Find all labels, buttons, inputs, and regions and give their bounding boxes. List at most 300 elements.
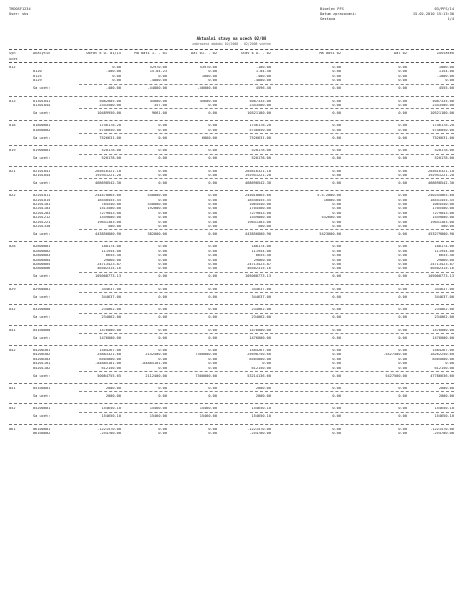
table-cell: -1221570.00: [247, 427, 271, 431]
sum-cell: 0.00: [208, 315, 217, 320]
table-cell: 0.00: [208, 173, 217, 177]
report-header: [9, 8, 454, 36]
table-cell: 02101041: [33, 169, 51, 173]
table-cell: 02201203: [33, 211, 51, 215]
sum-cell: 0.00: [398, 232, 407, 237]
table-cell: -400.00: [255, 74, 271, 78]
table-cell: 1549800.00: [432, 216, 454, 220]
table-cell: 04201101: [33, 362, 51, 366]
sum-cell: 234062.00: [251, 315, 271, 320]
table-cell: 018: [9, 124, 16, 128]
sum-cell: 0.00: [332, 335, 341, 340]
table-cell: 18540455.45: [247, 198, 271, 202]
user-label: User: sks: [9, 12, 29, 16]
table-cell: 52970.00: [149, 66, 167, 69]
table-cell: 192941221.20: [245, 173, 271, 177]
table-cell: 012: [9, 66, 16, 69]
account-group-042: [9, 346, 454, 384]
account-group-018: [9, 121, 454, 146]
table-cell: 013: [9, 99, 16, 103]
table-cell: 03200000: [33, 308, 51, 312]
table-cell: 0.00: [208, 198, 217, 202]
sum-cell: 468698542.30: [428, 181, 454, 185]
table-cell: [9, 225, 33, 229]
table-cell: 0.00: [332, 308, 341, 312]
table-cell: 0.00: [398, 366, 407, 370]
table-cell: 0.00: [208, 124, 217, 128]
sum-cell: 0.00: [208, 156, 217, 161]
table-cell: -84885101.00: [95, 362, 121, 366]
table-cell: 1476000.00: [432, 328, 454, 332]
table-cell: 0.00: [398, 149, 407, 153]
table-row: [9, 129, 454, 133]
table-cell: 02201212: [33, 216, 51, 220]
table-cell: 0.00: [332, 407, 341, 411]
table-cell: 154650.10: [101, 407, 121, 411]
sum-cell: 5427500.00: [385, 373, 407, 378]
sum-label: Sa ucet:: [33, 294, 51, 299]
account-group-019: [9, 146, 454, 166]
table-cell: 188174.00: [434, 245, 454, 249]
table-cell: -1221570.00: [430, 427, 454, 431]
table-cell: 25698750.60: [247, 353, 271, 357]
sum-cell: 0.00: [158, 181, 167, 185]
table-cell: 0.00: [398, 328, 407, 332]
table-cell: 5087335.00: [432, 99, 454, 103]
sum-cell: 154650.10: [251, 414, 271, 419]
sum-cell: 7300000.00: [195, 373, 217, 378]
table-cell: 0.00: [158, 366, 167, 370]
sum-cell: 0.00: [398, 274, 407, 279]
header-right: [413, 8, 454, 23]
table-cell: 0.00: [398, 169, 407, 173]
table-cell: 0.00: [208, 245, 217, 249]
sum-cell: 0.00: [208, 274, 217, 279]
table-cell: 0.00: [158, 74, 167, 78]
table-cell: 29860.00: [253, 258, 271, 262]
group-sum-row: [9, 134, 454, 143]
table-cell: 0.00: [398, 216, 407, 220]
table-cell: 520178.00: [434, 149, 454, 153]
table-row: [9, 329, 454, 333]
group-sum-row: [9, 293, 454, 302]
sum-cell: 520178.00: [101, 156, 121, 161]
table-cell: 0.00: [158, 262, 167, 266]
table-cell: 500.00: [108, 225, 121, 229]
table-cell: 0.00: [332, 366, 341, 370]
table-cell: -5427500.00: [383, 353, 407, 357]
sum-cell: 0.00: [332, 414, 341, 419]
table-cell: 612150.00: [434, 366, 454, 370]
date-value: 15.02.2010 15:13:30: [412, 12, 454, 16]
table-cell: 111954.00: [101, 249, 121, 253]
table-cell: 02900001: [33, 287, 51, 291]
table-cell: 154650.10: [251, 407, 271, 411]
title-block: [9, 37, 454, 49]
sum-cell: 0.00: [398, 294, 407, 299]
sum-cell: 234062.00: [101, 315, 121, 320]
table-cell: 234062.00: [251, 308, 271, 312]
table-cell: 1584267.00: [249, 348, 271, 352]
table-cell: 0.00: [398, 287, 407, 291]
sum-label: Sa ucet:: [33, 414, 51, 419]
table-cell: 0.00: [208, 267, 217, 271]
col-dal-02: Dal 02: [394, 52, 407, 55]
table-cell: 042: [9, 348, 16, 352]
table-cell: [9, 432, 33, 436]
table-cell: 01800001: [33, 124, 51, 128]
sum-label: Sa ucet:: [33, 86, 51, 91]
sum-cell: 0.00: [398, 393, 407, 398]
table-cell: 2343500.00: [99, 103, 121, 107]
table-cell: 0.00: [332, 99, 341, 103]
sum-cell: 7526631.00: [99, 135, 121, 140]
table-cell: 0.00: [112, 74, 121, 78]
sum-cell: 344637.00: [434, 294, 454, 299]
table-cell: 0.00: [208, 427, 217, 431]
table-cell: 15460.00: [199, 407, 217, 411]
account-group-061: [9, 425, 454, 437]
table-cell: 02800003: [33, 254, 51, 258]
table-cell: 1746178.20: [99, 124, 121, 128]
page-code: 03/PFS/14: [434, 7, 454, 11]
table-cell: 19641303.00: [97, 220, 121, 224]
table-cell: 052: [9, 407, 16, 411]
table-cell: 0.00: [158, 386, 167, 390]
sum-cell: 0.00: [332, 315, 341, 320]
table-cell: 0.00: [332, 267, 341, 271]
table-cell: 0.00: [332, 357, 341, 361]
sum-cell: 10521180.00: [247, 111, 271, 116]
table-cell: 0.00: [398, 220, 407, 224]
table-cell: 0.00: [208, 357, 217, 361]
table-cell: -84885101.00: [141, 362, 167, 366]
sum-cell: -46000.00: [197, 86, 217, 91]
sum-cell: 0.00: [398, 156, 407, 161]
sum-cell: 0.00: [332, 373, 341, 378]
table-cell: 6655.40: [438, 254, 454, 258]
table-cell: 234062.00: [434, 308, 454, 312]
table-cell: 0.00: [332, 169, 341, 173]
sum-cell: 9661.00: [151, 111, 167, 116]
table-cell: 0.00: [208, 211, 217, 215]
company-line: Bioelec PFS: [320, 7, 344, 11]
table-cell: 0.00: [158, 128, 167, 132]
group-sum-row: [9, 314, 454, 323]
sum-cell: 0.00: [332, 274, 341, 279]
table-cell: 0.00: [398, 79, 407, 83]
table-cell: 0.00: [208, 194, 217, 198]
table-cell: 24713423.87: [430, 262, 454, 266]
table-cell: 0.00: [398, 173, 407, 177]
sum-label: Sa ucet:: [33, 373, 51, 378]
table-cell: 15.04.23: [149, 70, 167, 74]
table-cell: 0.00: [158, 267, 167, 271]
sum-label: Sa ucet:: [33, 111, 51, 116]
table-cell: 357.00: [154, 103, 167, 107]
table-cell: 46502315.16: [247, 267, 271, 271]
table-cell: 18541455.45: [430, 198, 454, 202]
table-cell: 0.00: [398, 308, 407, 312]
date-label: Datum zpracovani:: [320, 12, 357, 16]
table-cell: 0.00: [158, 258, 167, 262]
table-cell: 15460.00: [149, 407, 167, 411]
table-cell: [9, 267, 33, 271]
table-cell: 7279043.00: [432, 211, 454, 215]
table-cell: 0.00: [398, 194, 407, 198]
page-number: 1/4: [447, 17, 454, 21]
sum-cell: 15460.00: [199, 414, 217, 419]
table-cell: 0.00: [208, 432, 217, 436]
table-cell: 0.00: [398, 211, 407, 215]
table-row: [9, 79, 454, 83]
table-cell: 0.00: [398, 103, 407, 107]
sum-cell: 0.00: [158, 294, 167, 299]
table-cell: 8505000.00: [249, 357, 271, 361]
table-cell: 0.00: [208, 328, 217, 332]
sum-cell: 0.00: [398, 135, 407, 140]
table-cell: 53970.00: [199, 66, 217, 69]
table-cell: 0.00: [332, 427, 341, 431]
sum-cell: 468698542.30: [95, 181, 121, 185]
table-cell: 0.00: [208, 258, 217, 262]
table-cell: 188174.00: [101, 245, 121, 249]
table-cell: 0.00: [398, 74, 407, 78]
table-cell: [9, 367, 33, 371]
table-cell: 0.00: [158, 254, 167, 258]
table-cell: 0.00: [208, 70, 217, 74]
table-cell: 0.00: [158, 328, 167, 332]
sum-cell: 0.00: [332, 294, 341, 299]
sum-cell: 1476000.00: [432, 335, 454, 340]
table-cell: 25883321.60: [97, 353, 121, 357]
table-cell: 0.00: [398, 432, 407, 436]
table-cell: 285616321.10: [245, 169, 271, 173]
table-row: [9, 308, 454, 312]
table-cell: 0.00: [332, 254, 341, 258]
group-sum-row: [9, 85, 454, 94]
table-cell: 1.04.40: [255, 70, 271, 74]
table-cell: 0120: [33, 70, 42, 74]
table-cell: 1705500.00: [432, 207, 454, 211]
sum-label: Sa ucet:: [33, 156, 51, 161]
table-cell: 0125: [33, 74, 42, 78]
table-cell: 1549800.00: [99, 216, 121, 220]
table-cell: 06100001: [33, 427, 51, 431]
table-cell: 0.00: [208, 225, 217, 229]
table-cell: 0.00: [398, 407, 407, 411]
table-cell: 04200303: [33, 357, 51, 361]
table-row: [9, 149, 454, 153]
sum-cell: 344637.00: [251, 294, 271, 299]
col-dal-01: Dal 01. - 02: [191, 52, 217, 55]
table-cell: 019: [9, 149, 16, 153]
sum-cell: 53214136.60: [247, 373, 271, 378]
sum-cell: 0.00: [332, 86, 341, 91]
table-cell: 0.00: [158, 211, 167, 215]
table-cell: 0.00: [208, 308, 217, 312]
group-sum-row: [9, 109, 454, 118]
table-cell: 0.00: [332, 220, 341, 224]
table-cell: 01301044: [33, 103, 51, 107]
table-cell: 0.00: [398, 258, 407, 262]
table-cell: 0.00: [208, 207, 217, 211]
table-cell: 0.00: [262, 362, 271, 366]
table-cell: 0.00: [398, 124, 407, 128]
table-cell: 02201101: [33, 203, 51, 207]
table-cell: 0.00: [158, 249, 167, 253]
sum-cell: 105008773.13: [95, 274, 121, 279]
table-cell: 0.00: [398, 267, 407, 271]
table-cell: 0.00: [208, 220, 217, 224]
table-cell: 05200001: [33, 407, 51, 411]
sum-cell: 0.00: [398, 86, 407, 91]
table-cell: 0.00: [332, 203, 341, 207]
table-cell: 520178.00: [251, 149, 271, 153]
table-cell: -400.00: [105, 70, 121, 74]
sum-cell: 7526631.00: [432, 135, 454, 140]
table-cell: 0.00: [158, 432, 167, 436]
col-analytic: Analytic: [33, 52, 51, 55]
account-group-028: [9, 242, 454, 284]
header-left: [9, 8, 31, 18]
table-cell: 6655.40: [105, 254, 121, 258]
table-cell: 1746178.20: [432, 124, 454, 128]
table-cell: 02201011: [33, 194, 51, 198]
account-group-032: [9, 305, 454, 325]
table-cell: 45600.00: [199, 99, 217, 103]
sum-cell: 154650.10: [101, 414, 121, 419]
table-cell: 0.00: [332, 70, 341, 74]
table-cell: 0.00: [332, 258, 341, 262]
table-cell: 285616321.10: [428, 169, 454, 173]
table-cell: 612150.00: [101, 366, 121, 370]
sum-cell: 0.00: [158, 135, 167, 140]
sum-cell: 2000.00: [105, 393, 121, 398]
table-cell: 520178.00: [101, 149, 121, 153]
sum-cell: -400.00: [105, 86, 121, 91]
table-cell: 0.00: [158, 357, 167, 361]
group-sum-row: [9, 179, 454, 188]
sum-cell: 0.00: [208, 393, 217, 398]
sum-cell: 6860.00: [201, 135, 217, 140]
table-cell: 0.00: [208, 362, 217, 366]
table-cell: 8505000.00: [99, 357, 121, 361]
sum-cell: 0.00: [158, 393, 167, 398]
table-cell: 5-5-2000.00: [317, 194, 341, 198]
sum-cell: 0.00: [398, 181, 407, 185]
table-cell: 24713423.87: [247, 262, 271, 266]
table-cell: 5746050.00: [99, 128, 121, 132]
table-cell: 0.00: [158, 169, 167, 173]
table-cell: 111954.00: [251, 249, 271, 253]
sum-cell: 0.00: [332, 156, 341, 161]
table-cell: 0.00: [332, 128, 341, 132]
table-cell: 0.00: [398, 66, 407, 69]
table-cell: 0.00: [158, 245, 167, 249]
table-cell: 0.00: [208, 366, 217, 370]
table-cell: 1476000.00: [99, 328, 121, 332]
table-cell: 5746050.00: [249, 128, 271, 132]
table-cell: 2142400.00: [145, 353, 167, 357]
table-cell: 18540455.45: [97, 198, 121, 202]
table-cell: 0.00: [158, 124, 167, 128]
group-sum-row: [9, 392, 454, 401]
table-cell: 0.00: [398, 245, 407, 249]
table-cell: 1064540.00: [432, 203, 454, 207]
table-cell: -100.00: [255, 66, 271, 69]
table-cell: 032: [9, 308, 16, 312]
table-cell: 0.00: [398, 254, 407, 258]
table-cell: 0.00: [332, 328, 341, 332]
sum-cell: 105008773.13: [245, 274, 271, 279]
table-cell: 022: [9, 194, 16, 198]
table-cell: 8505000.00: [432, 357, 454, 361]
table-cell: 02800005: [33, 262, 51, 266]
sum-cell: 520178.00: [251, 156, 271, 161]
sum-cell: 15460.00: [149, 414, 167, 419]
table-cell: 0.00: [332, 353, 341, 357]
table-cell: 111954.00: [434, 249, 454, 253]
table-cell: 2000.00: [438, 386, 454, 390]
table-cell: 192000.00: [147, 207, 167, 211]
sum-cell: 382000.00: [147, 232, 167, 237]
table-cell: 1584267.00: [99, 348, 121, 352]
table-row: [9, 387, 454, 391]
table-cell: 244470065.60: [95, 194, 121, 198]
table-cell: 2000.00: [105, 386, 121, 390]
sum-cell: -44880.00: [147, 86, 167, 91]
table-cell: 0.00: [332, 207, 341, 211]
table-cell: 0.00: [112, 79, 121, 83]
table-cell: 0.00: [332, 287, 341, 291]
table-cell: 234062.00: [101, 308, 121, 312]
table-cell: 01301041: [33, 99, 51, 103]
table-cell: 02101044: [33, 173, 51, 177]
sum-cell: 0.00: [332, 111, 341, 116]
sum-cell: 2000.00: [255, 393, 271, 398]
table-cell: 1513500.00: [99, 207, 121, 211]
table-cell: 612150.00: [251, 366, 271, 370]
table-cell: 1549800.00: [249, 216, 271, 220]
table-cell: 0.00: [208, 262, 217, 266]
table-cell: 2343500.00: [432, 103, 454, 107]
table-cell: 1476000.00: [249, 328, 271, 332]
table-cell: -254700.00: [99, 432, 121, 436]
sum-cell: 7526631.00: [249, 135, 271, 140]
table-row: [9, 367, 454, 371]
table-cell: -1000.00: [436, 74, 454, 78]
sum-cell: 453279800.90: [428, 232, 454, 237]
sum-label: Sa ucet:: [33, 232, 51, 237]
table-cell: 245010065.60: [245, 194, 271, 198]
table-cell: 532600.00: [321, 216, 341, 220]
table-cell: 02800002: [33, 249, 51, 253]
table-cell: 29860.00: [436, 258, 454, 262]
table-cell: 0.00: [158, 173, 167, 177]
table-cell: 0.00: [208, 386, 217, 390]
sum-cell: 4555.00: [438, 86, 454, 91]
table-cell: 0.00: [158, 427, 167, 431]
table-cell: 061: [9, 427, 16, 431]
table-cell: 02201330: [33, 225, 51, 229]
sum-cell: 105008773.13: [428, 274, 454, 279]
table-cell: 0.00: [158, 225, 167, 229]
account-group-021: [9, 167, 454, 192]
table-row: [9, 407, 454, 411]
table-cell: 04200301: [33, 348, 51, 352]
table-cell: 188174.00: [251, 245, 271, 249]
